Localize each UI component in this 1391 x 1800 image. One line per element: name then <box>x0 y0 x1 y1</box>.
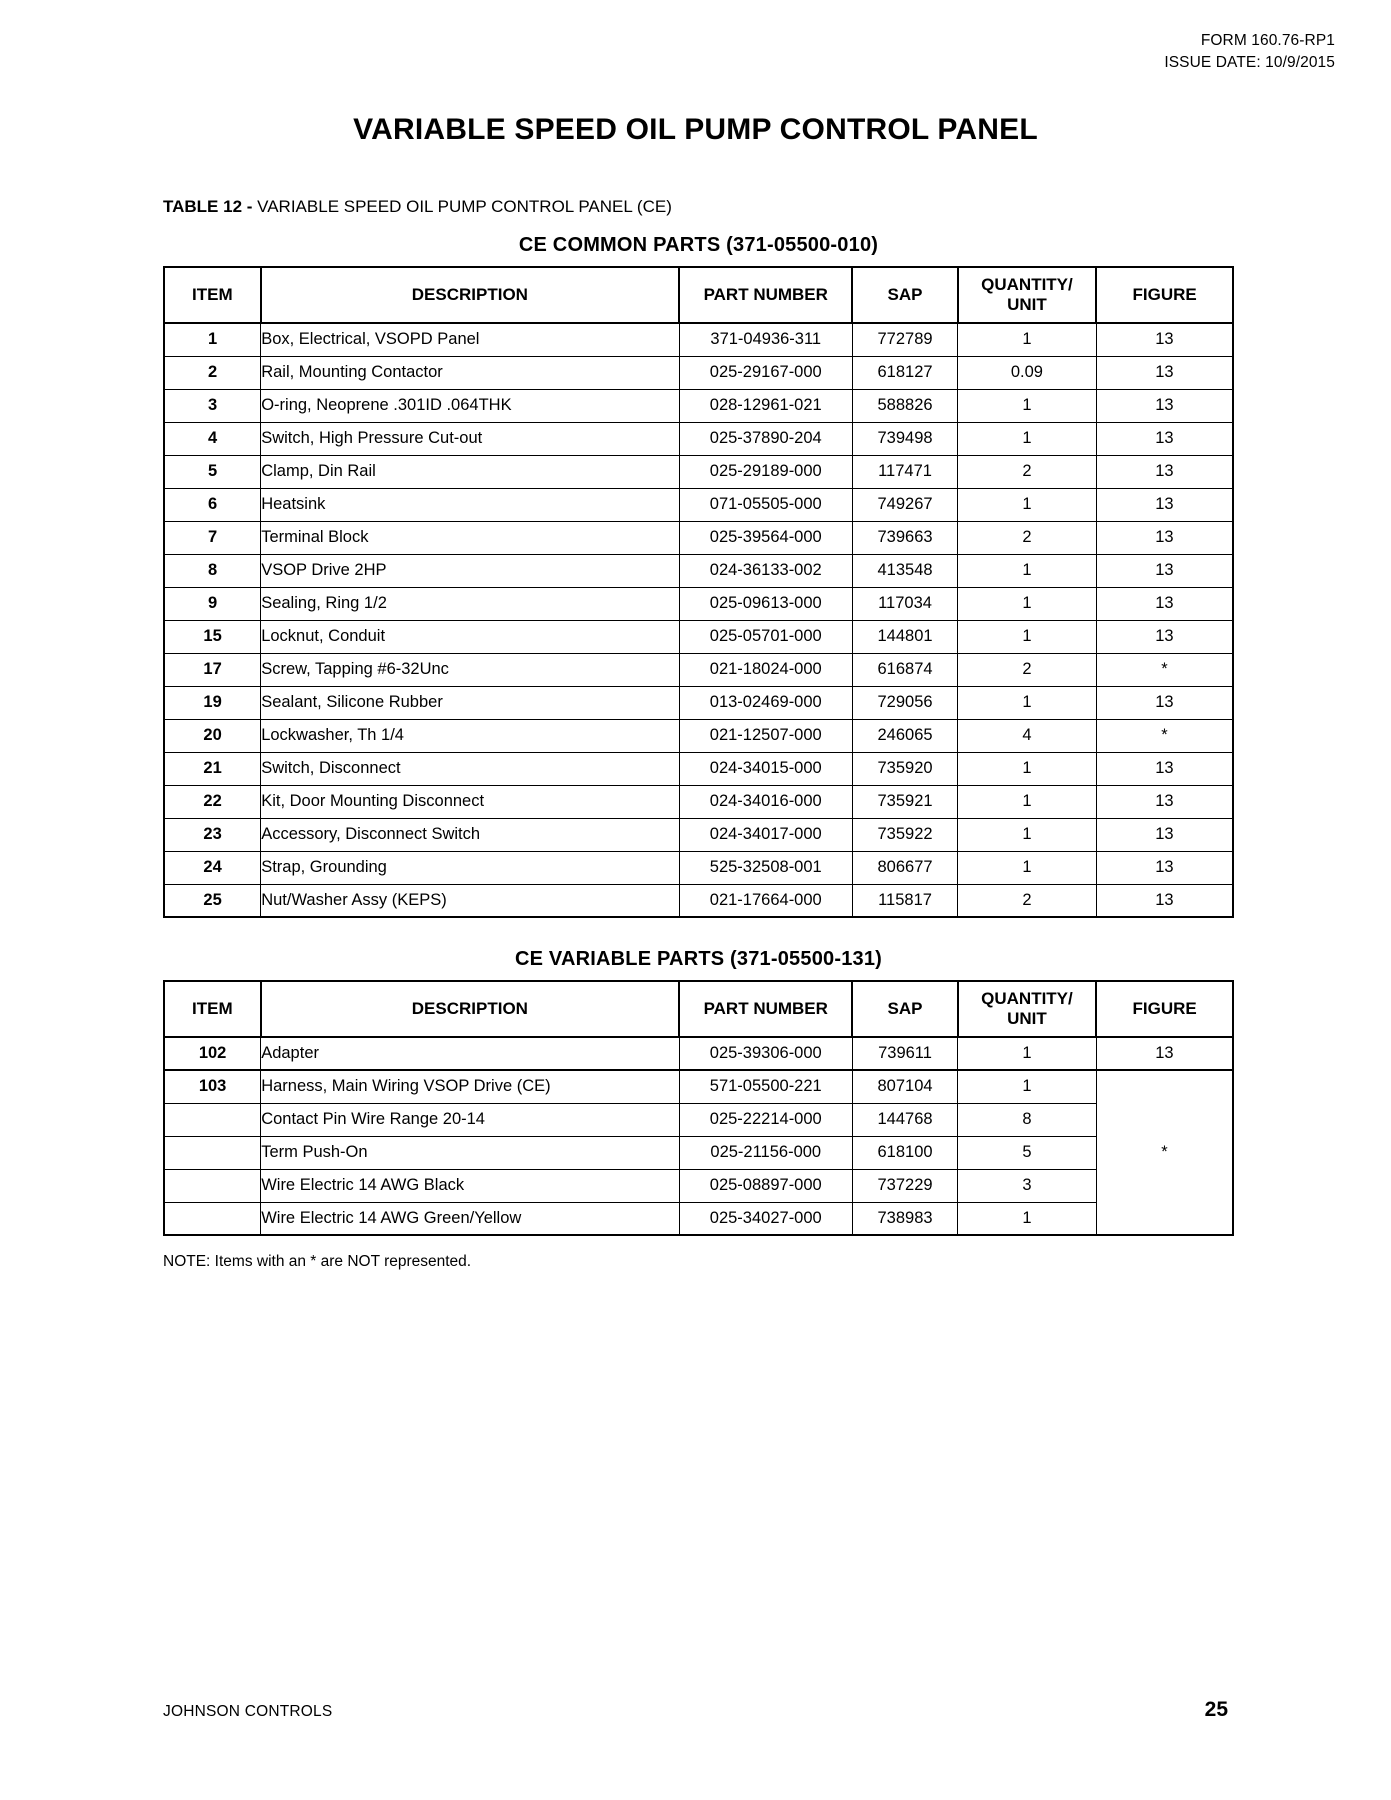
cell-item: 22 <box>164 785 261 818</box>
cell-description: Adapter <box>261 1037 679 1070</box>
cell-sap: 618127 <box>852 356 957 389</box>
cell-description: Clamp, Din Rail <box>261 455 679 488</box>
cell-item: 17 <box>164 653 261 686</box>
column-header-part-number: PART NUMBER <box>679 267 852 323</box>
table-caption-text: VARIABLE SPEED OIL PUMP CONTROL PANEL (CE) <box>252 197 672 216</box>
column-header-sap: SAP <box>852 981 957 1037</box>
cell-part-number: 013-02469-000 <box>679 686 852 719</box>
cell-figure: 13 <box>1096 521 1233 554</box>
cell-quantity: 4 <box>958 719 1097 752</box>
issue-date: ISSUE DATE: 10/9/2015 <box>1164 54 1335 71</box>
table-note: NOTE: Items with an * are NOT represented. <box>163 1253 472 1271</box>
cell-figure: 13 <box>1096 554 1233 587</box>
cell-quantity: 1 <box>958 1037 1097 1070</box>
cell-item: 103 <box>164 1070 261 1103</box>
cell-figure: * <box>1096 719 1233 752</box>
cell-part-number: 525-32508-001 <box>679 851 852 884</box>
cell-item: 23 <box>164 818 261 851</box>
cell-figure: 13 <box>1096 1037 1233 1070</box>
cell-item <box>164 1202 261 1235</box>
cell-part-number: 025-05701-000 <box>679 620 852 653</box>
quantity-unit-line1: QUANTITY/ <box>981 989 1073 1009</box>
cell-quantity: 2 <box>958 884 1097 917</box>
cell-part-number: 025-08897-000 <box>679 1169 852 1202</box>
cell-figure: 13 <box>1096 620 1233 653</box>
column-header-description: DESCRIPTION <box>261 267 679 323</box>
cell-item: 102 <box>164 1037 261 1070</box>
cell-sap: 735922 <box>852 818 957 851</box>
cell-description: Wire Electric 14 AWG Green/Yellow <box>261 1202 679 1235</box>
cell-item: 9 <box>164 587 261 620</box>
cell-sap: 115817 <box>852 884 957 917</box>
cell-figure: 13 <box>1096 752 1233 785</box>
cell-item: 20 <box>164 719 261 752</box>
cell-part-number: 021-12507-000 <box>679 719 852 752</box>
cell-description: VSOP Drive 2HP <box>261 554 679 587</box>
cell-quantity: 1 <box>958 752 1097 785</box>
cell-quantity: 1 <box>958 686 1097 719</box>
cell-item <box>164 1136 261 1169</box>
cell-quantity: 1 <box>958 554 1097 587</box>
page-title: VARIABLE SPEED OIL PUMP CONTROL PANEL <box>353 113 1038 146</box>
cell-figure: * <box>1096 653 1233 686</box>
cell-item: 21 <box>164 752 261 785</box>
table-row <box>164 752 1233 785</box>
table-row <box>164 884 1233 917</box>
cell-description: O-ring, Neoprene .301ID .064THK <box>261 389 679 422</box>
column-header-figure: FIGURE <box>1096 267 1233 323</box>
cell-quantity: 1 <box>958 785 1097 818</box>
cell-sap: 739611 <box>852 1037 957 1070</box>
cell-sap: 117471 <box>852 455 957 488</box>
table-row <box>164 389 1233 422</box>
variable-parts-body <box>164 1037 1233 1235</box>
cell-quantity: 1 <box>958 851 1097 884</box>
cell-description: Sealing, Ring 1/2 <box>261 587 679 620</box>
cell-figure: 13 <box>1096 356 1233 389</box>
document-header <box>1164 30 1335 74</box>
cell-sap: 739663 <box>852 521 957 554</box>
cell-item: 15 <box>164 620 261 653</box>
cell-item: 8 <box>164 554 261 587</box>
cell-sap: 735921 <box>852 785 957 818</box>
cell-quantity: 1 <box>958 1202 1097 1235</box>
cell-description: Rail, Mounting Contactor <box>261 356 679 389</box>
cell-sap: 588826 <box>852 389 957 422</box>
cell-part-number: 024-34015-000 <box>679 752 852 785</box>
column-header-description: DESCRIPTION <box>261 981 679 1037</box>
cell-figure: 13 <box>1096 587 1233 620</box>
cell-part-number: 025-34027-000 <box>679 1202 852 1235</box>
cell-quantity: 3 <box>958 1169 1097 1202</box>
cell-item: 1 <box>164 323 261 356</box>
column-header-quantity-unit <box>958 267 1097 323</box>
table-row <box>164 653 1233 686</box>
cell-description: Heatsink <box>261 488 679 521</box>
cell-quantity: 0.09 <box>958 356 1097 389</box>
cell-part-number: 571-05500-221 <box>679 1070 852 1103</box>
cell-sap: 739498 <box>852 422 957 455</box>
cell-quantity: 5 <box>958 1136 1097 1169</box>
table-header-row <box>164 267 1233 323</box>
column-header-figure: FIGURE <box>1096 981 1233 1037</box>
common-parts-table <box>163 266 1234 918</box>
table-row <box>164 1070 1233 1103</box>
cell-part-number: 024-36133-002 <box>679 554 852 587</box>
cell-sap: 806677 <box>852 851 957 884</box>
cell-item: 19 <box>164 686 261 719</box>
table-row <box>164 323 1233 356</box>
cell-description: Box, Electrical, VSOPD Panel <box>261 323 679 356</box>
cell-quantity: 2 <box>958 653 1097 686</box>
cell-figure-merged: * <box>1096 1070 1233 1235</box>
cell-part-number: 025-29167-000 <box>679 356 852 389</box>
cell-sap: 117034 <box>852 587 957 620</box>
quantity-unit-line1: QUANTITY/ <box>981 275 1073 295</box>
cell-quantity: 2 <box>958 455 1097 488</box>
cell-part-number: 024-34017-000 <box>679 818 852 851</box>
cell-item <box>164 1169 261 1202</box>
cell-sap: 616874 <box>852 653 957 686</box>
quantity-unit-line2: UNIT <box>1007 295 1047 315</box>
cell-quantity: 2 <box>958 521 1097 554</box>
cell-sap: 807104 <box>852 1070 957 1103</box>
cell-quantity: 1 <box>958 323 1097 356</box>
cell-item: 25 <box>164 884 261 917</box>
cell-part-number: 024-34016-000 <box>679 785 852 818</box>
table-row <box>164 1202 1233 1235</box>
cell-item: 4 <box>164 422 261 455</box>
cell-quantity: 1 <box>958 422 1097 455</box>
cell-quantity: 1 <box>958 1070 1097 1103</box>
cell-quantity: 1 <box>958 818 1097 851</box>
cell-figure: 13 <box>1096 455 1233 488</box>
variable-parts-table <box>163 980 1234 1236</box>
cell-description: Locknut, Conduit <box>261 620 679 653</box>
cell-sap: 772789 <box>852 323 957 356</box>
cell-quantity: 1 <box>958 587 1097 620</box>
table-row <box>164 1136 1233 1169</box>
cell-description: Contact Pin Wire Range 20-14 <box>261 1103 679 1136</box>
table-caption <box>163 196 1234 218</box>
cell-part-number: 025-39306-000 <box>679 1037 852 1070</box>
cell-description: Nut/Washer Assy (KEPS) <box>261 884 679 917</box>
table-row <box>164 521 1233 554</box>
cell-item: 6 <box>164 488 261 521</box>
common-parts-body <box>164 323 1233 917</box>
cell-item: 3 <box>164 389 261 422</box>
cell-item: 2 <box>164 356 261 389</box>
table-caption-label: TABLE 12 - <box>163 197 253 216</box>
cell-sap: 737229 <box>852 1169 957 1202</box>
table-row <box>164 554 1233 587</box>
cell-sap: 749267 <box>852 488 957 521</box>
cell-part-number: 021-17664-000 <box>679 884 852 917</box>
table-row <box>164 620 1233 653</box>
cell-description: Terminal Block <box>261 521 679 554</box>
cell-description: Wire Electric 14 AWG Black <box>261 1169 679 1202</box>
table-row <box>164 1037 1233 1070</box>
cell-figure: 13 <box>1096 818 1233 851</box>
cell-part-number: 371-04936-311 <box>679 323 852 356</box>
cell-description: Term Push-On <box>261 1136 679 1169</box>
content-area <box>163 196 1234 1271</box>
cell-figure: 13 <box>1096 422 1233 455</box>
cell-part-number: 025-37890-204 <box>679 422 852 455</box>
cell-description: Screw, Tapping #6-32Unc <box>261 653 679 686</box>
cell-figure: 13 <box>1096 686 1233 719</box>
column-header-part-number: PART NUMBER <box>679 981 852 1037</box>
footer-company: JOHNSON CONTROLS <box>163 1703 333 1720</box>
table-row <box>164 488 1233 521</box>
cell-description: Lockwasher, Th 1/4 <box>261 719 679 752</box>
cell-item: 5 <box>164 455 261 488</box>
table-row <box>164 818 1233 851</box>
column-header-item: ITEM <box>164 267 261 323</box>
cell-part-number: 071-05505-000 <box>679 488 852 521</box>
cell-part-number: 028-12961-021 <box>679 389 852 422</box>
cell-sap: 618100 <box>852 1136 957 1169</box>
cell-description: Accessory, Disconnect Switch <box>261 818 679 851</box>
cell-part-number: 025-09613-000 <box>679 587 852 620</box>
document-footer <box>163 1698 1228 1722</box>
table-row <box>164 1169 1233 1202</box>
table-row <box>164 422 1233 455</box>
cell-part-number: 021-18024-000 <box>679 653 852 686</box>
cell-figure: 13 <box>1096 323 1233 356</box>
quantity-unit-line2: UNIT <box>1007 1009 1047 1029</box>
table-header-row <box>164 981 1233 1037</box>
cell-item: 24 <box>164 851 261 884</box>
table-row <box>164 686 1233 719</box>
footer-page-number: 25 <box>1204 1698 1228 1721</box>
column-header-sap: SAP <box>852 267 957 323</box>
table-row <box>164 1103 1233 1136</box>
cell-part-number: 025-22214-000 <box>679 1103 852 1136</box>
cell-part-number: 025-21156-000 <box>679 1136 852 1169</box>
cell-sap: 735920 <box>852 752 957 785</box>
cell-description: Harness, Main Wiring VSOP Drive (CE) <box>261 1070 679 1103</box>
table-row <box>164 455 1233 488</box>
cell-sap: 144801 <box>852 620 957 653</box>
table-row <box>164 719 1233 752</box>
cell-part-number: 025-29189-000 <box>679 455 852 488</box>
cell-figure: 13 <box>1096 851 1233 884</box>
cell-figure: 13 <box>1096 488 1233 521</box>
cell-description: Switch, High Pressure Cut-out <box>261 422 679 455</box>
cell-description: Kit, Door Mounting Disconnect <box>261 785 679 818</box>
cell-figure: 13 <box>1096 785 1233 818</box>
cell-sap: 738983 <box>852 1202 957 1235</box>
cell-sap: 144768 <box>852 1103 957 1136</box>
cell-figure: 13 <box>1096 389 1233 422</box>
cell-item <box>164 1103 261 1136</box>
column-header-item: ITEM <box>164 981 261 1037</box>
cell-quantity: 8 <box>958 1103 1097 1136</box>
cell-part-number: 025-39564-000 <box>679 521 852 554</box>
table-row <box>164 587 1233 620</box>
variable-parts-subtitle: CE VARIABLE PARTS (371-05500-131) <box>514 948 883 971</box>
table-row <box>164 785 1233 818</box>
common-parts-subtitle: CE COMMON PARTS (371-05500-010) <box>518 234 879 257</box>
table-row <box>164 356 1233 389</box>
cell-sap: 246065 <box>852 719 957 752</box>
table-row <box>164 851 1233 884</box>
cell-quantity: 1 <box>958 389 1097 422</box>
cell-sap: 413548 <box>852 554 957 587</box>
cell-sap: 729056 <box>852 686 957 719</box>
cell-figure: 13 <box>1096 884 1233 917</box>
column-header-quantity-unit <box>958 981 1097 1037</box>
cell-item: 7 <box>164 521 261 554</box>
cell-quantity: 1 <box>958 620 1097 653</box>
cell-quantity: 1 <box>958 488 1097 521</box>
form-number: FORM 160.76-RP1 <box>1200 32 1335 49</box>
cell-description: Switch, Disconnect <box>261 752 679 785</box>
cell-description: Strap, Grounding <box>261 851 679 884</box>
cell-description: Sealant, Silicone Rubber <box>261 686 679 719</box>
